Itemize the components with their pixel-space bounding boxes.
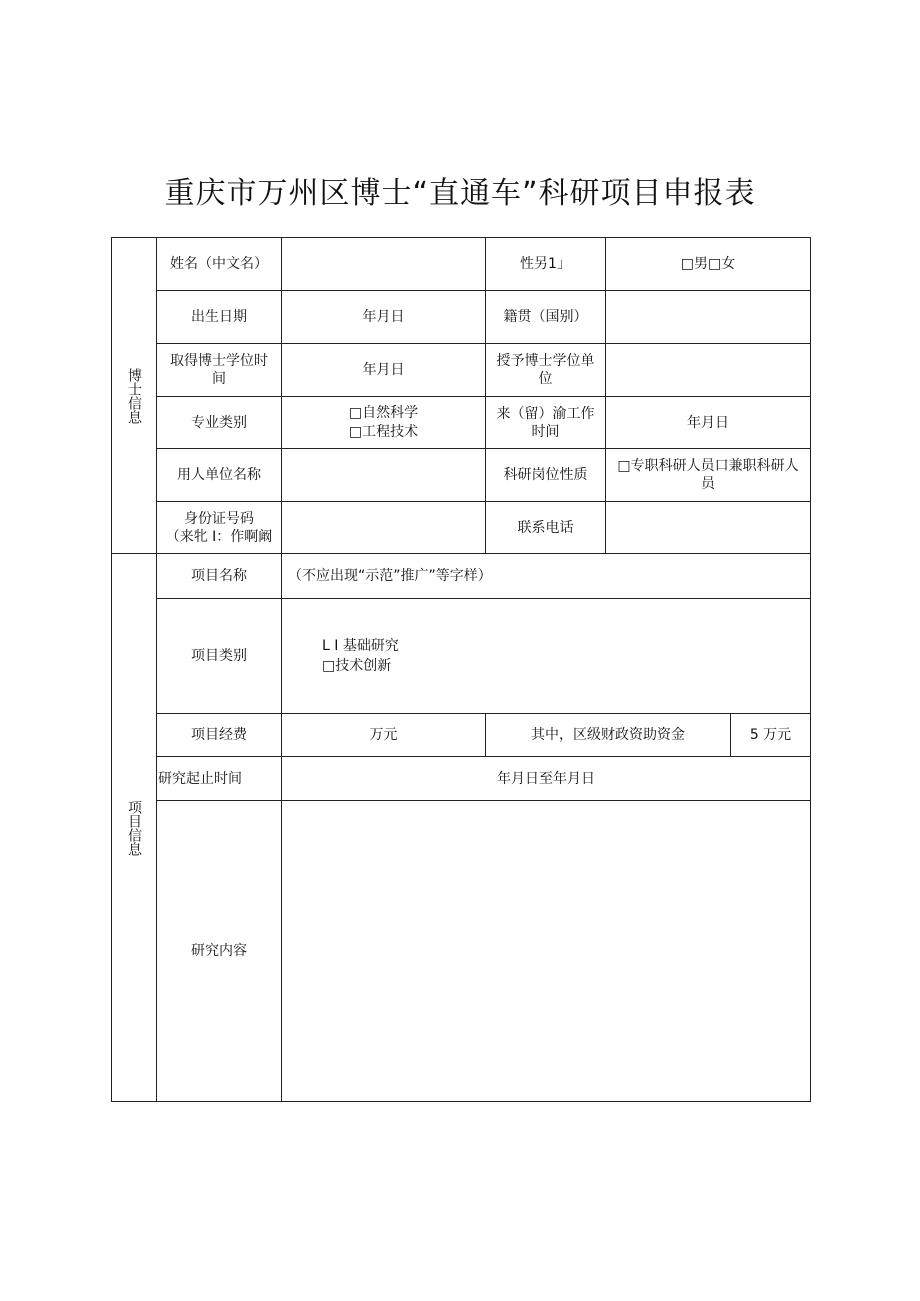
- research-period-label: 研究起止时间: [156, 756, 282, 801]
- work-time-field[interactable]: 年月日: [605, 396, 811, 449]
- id-field[interactable]: [281, 501, 486, 554]
- major-label: 专业类别: [156, 396, 282, 449]
- name-label: 姓名（中文名）: [156, 237, 282, 291]
- section-project-info: [111, 553, 157, 1102]
- research-content-label: 研究内容: [156, 800, 282, 1102]
- research-content-field[interactable]: [281, 800, 811, 1102]
- section-doctor-info: [111, 237, 157, 554]
- phone-label: 联系电话: [485, 501, 606, 554]
- major-option-natural-science[interactable]: □自然科学: [348, 404, 419, 421]
- nationality-field[interactable]: [605, 290, 811, 344]
- project-name-field[interactable]: （不应出现“示范”推广”等字样）: [281, 553, 811, 599]
- name-field[interactable]: [281, 237, 486, 291]
- research-period-field[interactable]: 年月日至年月日: [281, 756, 811, 801]
- project-type-basic-research[interactable]: L I 基础研究: [322, 638, 399, 654]
- birth-field[interactable]: 年月日: [281, 290, 486, 344]
- major-option-engineering[interactable]: □工程技术: [348, 423, 419, 440]
- section-project-label: 项目信息: [126, 799, 142, 856]
- phone-field[interactable]: [605, 501, 811, 554]
- section-doctor-label: 博士信息: [126, 367, 142, 424]
- post-label: 科研岗位性质: [485, 448, 606, 502]
- project-fund-field[interactable]: 万元: [281, 713, 486, 757]
- id-label: 身份证号码 （来牝 I：作啊阚: [156, 501, 282, 554]
- page-title: 重庆市万州区博士“直通车”科研项目申报表: [164, 176, 756, 211]
- nationality-label: 籍贯（国别）: [485, 290, 606, 344]
- district-fund-field[interactable]: 5 万元: [730, 713, 811, 757]
- gender-label: 性另1」: [485, 237, 606, 291]
- post-options[interactable]: □专职科研人员口兼职科研人 员: [605, 448, 811, 502]
- employer-field[interactable]: [281, 448, 486, 502]
- work-time-label: 来（留）渝工作 时间: [485, 396, 606, 449]
- degree-time-field[interactable]: 年月日: [281, 343, 486, 397]
- employer-label: 用人单位名称: [156, 448, 282, 502]
- degree-unit-label: 授予博士学位单 位: [485, 343, 606, 397]
- project-fund-label: 项目经费: [156, 713, 282, 757]
- district-fund-label: 其中，区级财政资助资金: [485, 713, 731, 757]
- degree-unit-field[interactable]: [605, 343, 811, 397]
- project-type-label: 项目类别: [156, 598, 282, 714]
- degree-time-label: 取得博士学位时 间: [156, 343, 282, 397]
- gender-options[interactable]: □男□女: [605, 237, 811, 291]
- birth-label: 出生日期: [156, 290, 282, 344]
- project-type-tech-innovation[interactable]: □技术创新: [322, 658, 392, 674]
- project-type-options[interactable]: [281, 598, 811, 714]
- major-options[interactable]: [281, 396, 486, 449]
- project-name-label: 项目名称: [156, 553, 282, 599]
